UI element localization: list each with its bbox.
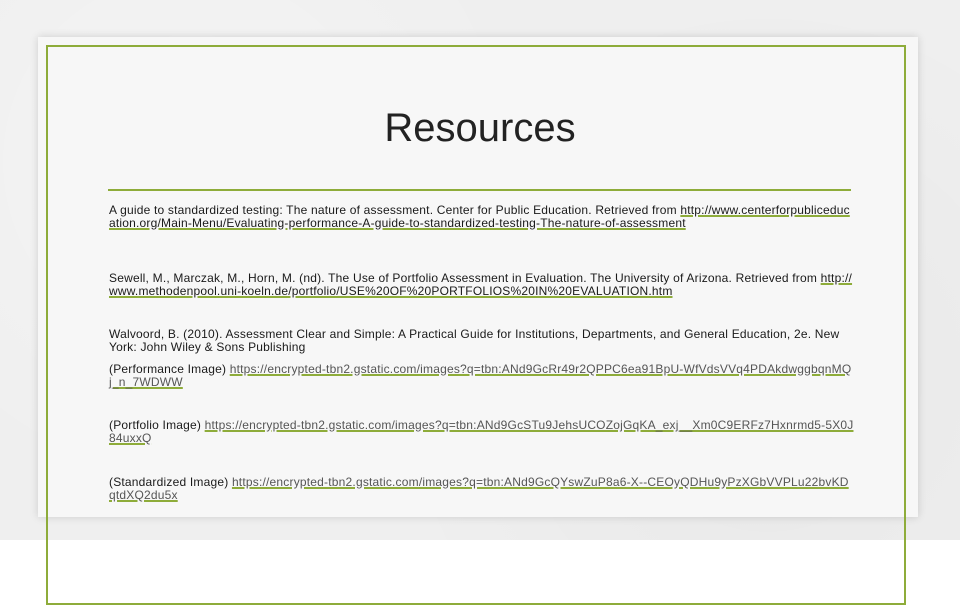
reference-item — [109, 363, 854, 389]
reference-link[interactable]: https://encrypted-tbn2.gstatic.com/images?q=tbn:ANd9GcSTu9JehsUCOZojGqKA_exj__Xm0C9ERFz7Hxnrmd5-5X0J84uxxQ — [109, 418, 854, 445]
reference-text: Sewell, M., Marczak, M., Horn, M. (nd). The Use of Portfolio Assessment in Evaluation. The University of Arizona. Retrieved from — [109, 271, 821, 285]
reference-item — [109, 328, 854, 354]
reference-link[interactable]: http://www.centerforpubliceducation.org/Main-Menu/Evaluating-performance-A-guide-to-standardized-testing-The-nature-of-assessment — [109, 203, 850, 230]
reference-text: (Portfolio Image) — [109, 418, 205, 432]
reference-item — [109, 476, 854, 502]
reference-text: (Performance Image) — [109, 362, 230, 376]
reference-text: (Standardized Image) — [109, 475, 232, 489]
slide-title: Resources — [384, 106, 576, 150]
reference-text: A guide to standardized testing: The nature of assessment. Center for Public Education. Retrieved from — [109, 203, 681, 217]
reference-item — [109, 272, 854, 298]
title-divider — [108, 189, 851, 191]
reference-item — [109, 204, 854, 230]
reference-link[interactable]: http://www.methodenpool.uni-koeln.de/portfolio/USE%20OF%20PORTFOLIOS%20IN%20EVALUATION.htm — [109, 271, 853, 298]
reference-item — [109, 419, 854, 445]
reference-text: Walvoord, B. (2010). Assessment Clear and Simple: A Practical Guide for Institutions, Departments, and General Education, 2e. New York: John Wiley & Sons Publishing — [109, 327, 840, 354]
reference-link[interactable]: https://encrypted-tbn2.gstatic.com/images?q=tbn:ANd9GcQYswZuP8a6-X--CEOyQDHu9yPzXGbVVPLu22bvKDqtdXQ2du5x — [109, 475, 849, 502]
reference-link[interactable]: https://encrypted-tbn2.gstatic.com/images?q=tbn:ANd9GcRr49r2QPPC6ea91BpU-WfVdsVVq4PDAkdwggbqnMQj_n_7WDWW — [109, 362, 852, 389]
